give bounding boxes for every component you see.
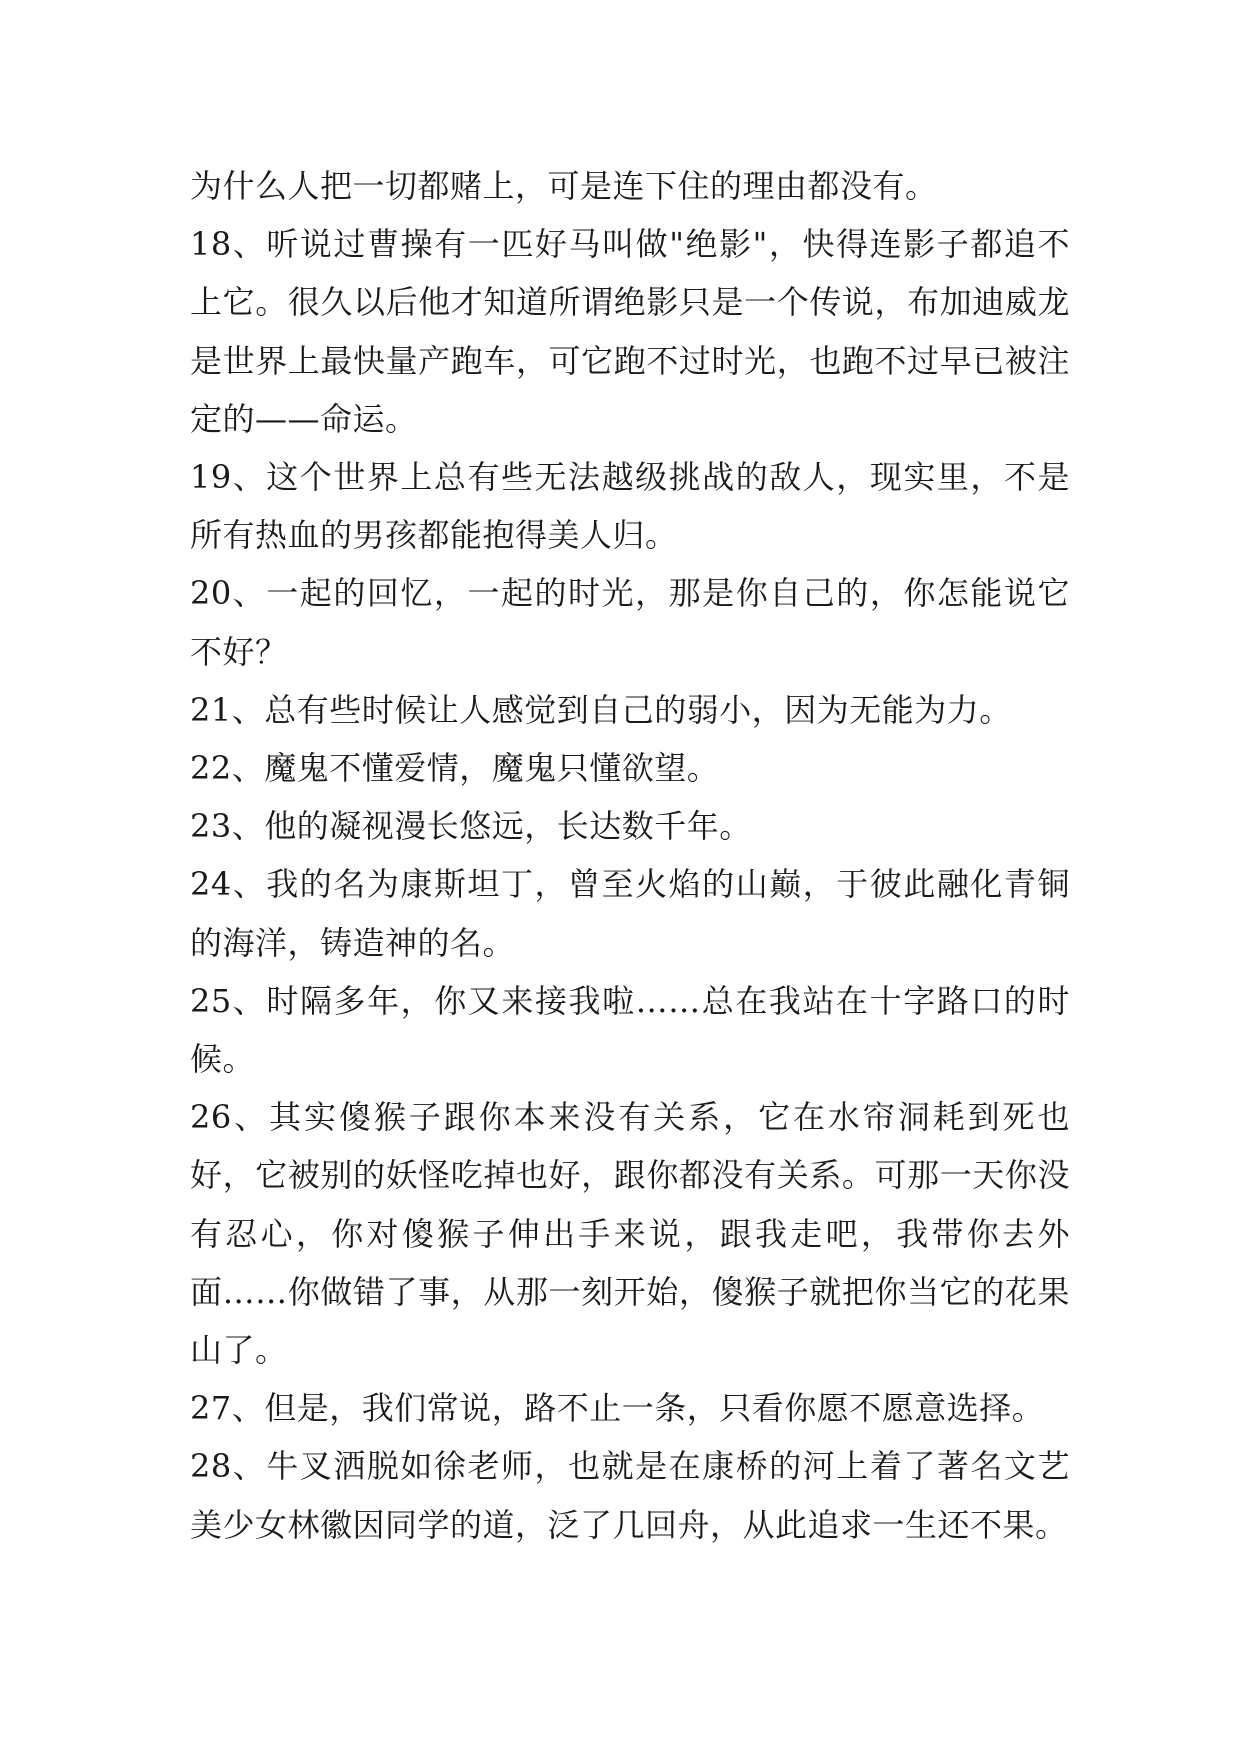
paragraph-item-25: 25、时隔多年，你又来接我啦……总在我站在十字路口的时候。 — [190, 981, 1070, 1079]
paragraph-item-21: 21、总有些时候让人感觉到自己的弱小，因为无能为力。 — [190, 690, 1012, 729]
paragraph-item-18: 18、听说过曹操有一匹好马叫做"绝影"，快得连影子都追不上它。很久以后他才知道所谓绝影只是一个传说，布加迪威龙是世界上最快量产跑车，可它跑不过时光，也跑不过早已被注定的——命运。 — [190, 225, 1070, 438]
paragraph-continuation: 为什么人把一切都赌上，可是连下住的理由都没有。 — [190, 167, 938, 205]
paragraph-item-23: 23、他的凝视漫长悠远，长达数千年。 — [190, 807, 752, 846]
document-body — [190, 157, 1070, 1554]
paragraph-item-20: 20、一起的回忆，一起的时光，那是你自己的，你怎能说它不好？ — [190, 574, 1070, 671]
paragraph-item-24: 24、我的名为康斯坦丁，曾至火焰的山巅，于彼此融化青铜的海洋，铸造神的名。 — [190, 865, 1070, 962]
paragraph-item-27: 27、但是，我们常说，路不止一条，只看你愿不愿意选择。 — [190, 1389, 1045, 1428]
paragraph-item-22: 22、魔鬼不懂爱情，魔鬼只懂欲望。 — [190, 749, 720, 788]
paragraph-item-26: 26、其实傻猴子跟你本来没有关系，它在水帘洞耗到死也好，它被别的妖怪吃掉也好，跟你都没有关系。可那一天你没有忍心，你对傻猴子伸出手来说，跟我走吧，我带你去外面……你做错了事，从那一刻开始，傻猴子就把你当它的花果山了。 — [190, 1098, 1070, 1370]
paragraph-item-19: 19、这个世界上总有些无法越级挑战的敌人，现实里，不是所有热血的男孩都能抱得美人归。 — [190, 458, 1070, 555]
paragraph-item-28: 28、牛叉洒脱如徐老师，也就是在康桥的河上着了著名文艺美少女林徽因同学的道，泛了几回舟，从此追求一生还不果。 — [190, 1447, 1070, 1544]
